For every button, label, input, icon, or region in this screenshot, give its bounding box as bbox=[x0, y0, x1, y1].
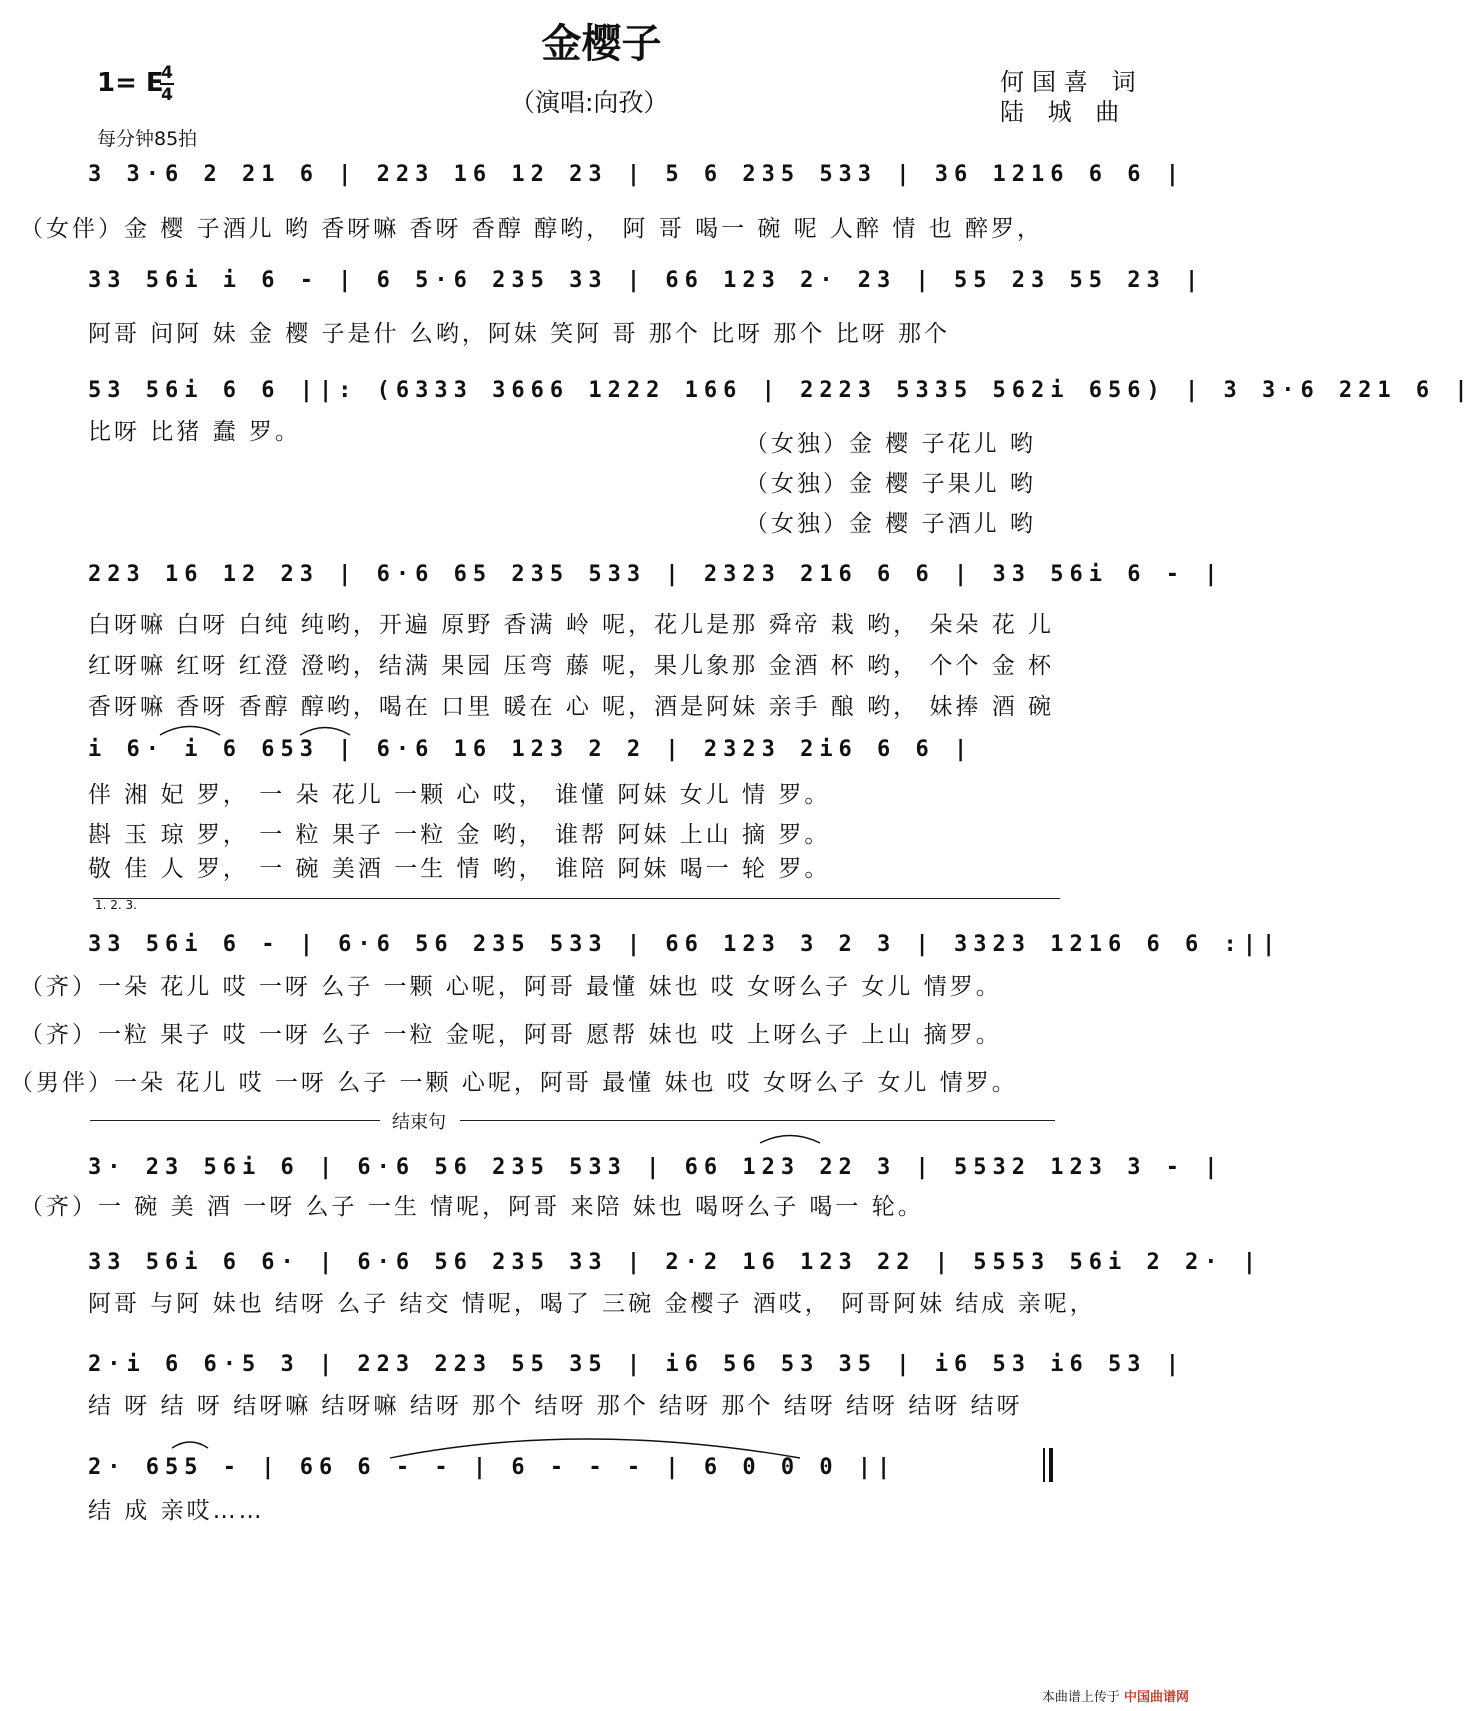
notation-line-6: 33 56i 6 - | 6·6 56 235 533 | 66 123 3 2 3 | 3323 1216 6 6 :|| bbox=[88, 932, 1282, 957]
lyric-line-4b: 红呀嘛 红呀 红澄 澄哟，结满 果园 压弯 藤 呢，果儿象那 金酒 杯 哟， 个个 金 杯 bbox=[88, 653, 1055, 679]
tempo-marking: 每分钟85拍 bbox=[97, 128, 198, 150]
volta-label: 1. 2. 3. bbox=[95, 898, 137, 912]
lyric-line-6a: （齐）一朵 花儿 哎 一呀 么子 一颗 心呢，阿哥 最懂 妹也 哎 女呀么子 女儿 情罗。 bbox=[20, 974, 1002, 1000]
lyric-line-9: 结 呀 结 呀 结呀嘛 结呀嘛 结呀 那个 结呀 那个 结呀 那个 结呀 结呀 结呀 结呀 bbox=[88, 1393, 1023, 1419]
song-title: 金樱子 bbox=[541, 20, 662, 67]
footer-site[interactable]: 中国曲谱网 bbox=[1123, 1690, 1189, 1705]
lyric-line-5a: 伴 湘 妃 罗， 一 朵 花儿 一颗 心 哎， 谁懂 阿妹 女儿 情 罗。 bbox=[88, 782, 831, 808]
footer-uploader: 本曲谱上传于 bbox=[1041, 1690, 1120, 1705]
notation-line-7: 3· 23 56i 6 | 6·6 56 235 533 | 66 123 22 3 | 5532 123 3 - | bbox=[88, 1155, 1224, 1180]
lyric-line-10: 结 成 亲哎…… bbox=[88, 1498, 265, 1524]
lyric-line-3c: （女独）金 樱 子果儿 哟 bbox=[745, 471, 1036, 497]
lyric-line-6b: （齐）一粒 果子 哎 一呀 么子 一粒 金呢，阿哥 愿帮 妹也 哎 上呀么子 上山 摘罗。 bbox=[20, 1022, 1002, 1048]
slur-mark bbox=[172, 1442, 208, 1448]
time-signature-top: 4 bbox=[161, 63, 173, 83]
lyric-line-4c: 香呀嘛 香呀 香醇 醇哟，喝在 口里 暖在 心 呢，酒是阿妹 亲手 酿 哟， 妹捧 酒 碗 bbox=[88, 694, 1055, 720]
lyric-line-7: （齐）一 碗 美 酒 一呀 么子 一生 情呢，阿哥 来陪 妹也 喝呀么子 喝一 轮。 bbox=[20, 1194, 924, 1220]
notation-line-5: i 6· i 6 653 | 6·6 16 123 2 2 | 2323 2i6 6 6 | bbox=[88, 737, 974, 762]
notation-line-1: 3 3·6 2 21 6 | 223 16 12 23 | 5 6 235 533 | 36 1216 6 6 | bbox=[88, 162, 1185, 187]
notation-line-10: 2· 655 - | 66 6 - - | 6 - - - | 6 0 0 0 || bbox=[88, 1455, 897, 1480]
composer-credit: 陆 城 曲 bbox=[1000, 98, 1128, 126]
lyric-line-6c: （男伴）一朵 花儿 哎 一呀 么子 一颗 心呢，阿哥 最懂 妹也 哎 女呀么子 女儿 情罗。 bbox=[10, 1070, 1018, 1096]
lyricist-credit: 何国喜 词 bbox=[1000, 68, 1144, 96]
footer-credit bbox=[1042, 1686, 1189, 1705]
lyric-line-3d: （女独）金 樱 子酒儿 哟 bbox=[745, 511, 1036, 537]
lyric-line-2: 阿哥 问阿 妹 金 樱 子是什 么哟，阿妹 笑阿 哥 那个 比呀 那个 比呀 那个 bbox=[88, 321, 951, 347]
singer-credit: （演唱:向孜） bbox=[510, 88, 669, 117]
lyric-line-8: 阿哥 与阿 妹也 结呀 么子 结交 情呢，喝了 三碗 金樱子 酒哎， 阿哥阿妹 结成 亲呢， bbox=[88, 1291, 1096, 1317]
slur-mark bbox=[390, 1439, 800, 1458]
lyric-line-3b: （女独）金 樱 子花儿 哟 bbox=[745, 431, 1036, 457]
lyric-line-5b: 斟 玉 琼 罗， 一 粒 果子 一粒 金 哟， 谁帮 阿妹 上山 摘 罗。 bbox=[88, 822, 831, 848]
lyric-line-5c: 敬 佳 人 罗， 一 碗 美酒 一生 情 哟， 谁陪 阿妹 喝一 轮 罗。 bbox=[88, 856, 831, 882]
notation-line-2: 33 56i i 6 - | 6 5·6 235 33 | 66 123 2· 23 | 55 23 55 23 | bbox=[88, 268, 1205, 293]
key-signature: 1= E bbox=[97, 68, 164, 98]
notation-line-8: 33 56i 6 6· | 6·6 56 235 33 | 2·2 16 123 22 | 5553 56i 2 2· | bbox=[88, 1250, 1262, 1275]
time-signature-bottom: 4 bbox=[161, 85, 173, 105]
slur-mark bbox=[300, 728, 350, 736]
coda-label: 结束句 bbox=[392, 1112, 446, 1133]
slur-mark bbox=[760, 1136, 820, 1144]
notation-line-9: 2·i 6 6·5 3 | 223 223 55 35 | i6 56 53 35 | i6 53 i6 53 | bbox=[88, 1352, 1185, 1377]
slur-mark bbox=[160, 727, 220, 736]
notation-line-4: 223 16 12 23 | 6·6 65 235 533 | 2323 216 6 6 | 33 56i 6 - | bbox=[88, 562, 1224, 587]
lyric-line-3a: 比呀 比猪 蠢 罗。 bbox=[88, 419, 301, 445]
lyric-line-4a: 白呀嘛 白呀 白纯 纯哟，开遍 原野 香满 岭 呢，花儿是那 舜帝 栽 哟， 朵朵 花 儿 bbox=[88, 612, 1055, 638]
notation-line-3: 53 56i 6 6 ||: (6333 3666 1222 166 | 2223 5335 562i 656) | 3 3·6 221 6 | bbox=[88, 378, 1474, 403]
lyric-line-1: （女伴）金 樱 子酒儿 哟 香呀嘛 香呀 香醇 醇哟， 阿 哥 喝一 碗 呢 人醉 情 也 醉罗， bbox=[20, 216, 1043, 242]
